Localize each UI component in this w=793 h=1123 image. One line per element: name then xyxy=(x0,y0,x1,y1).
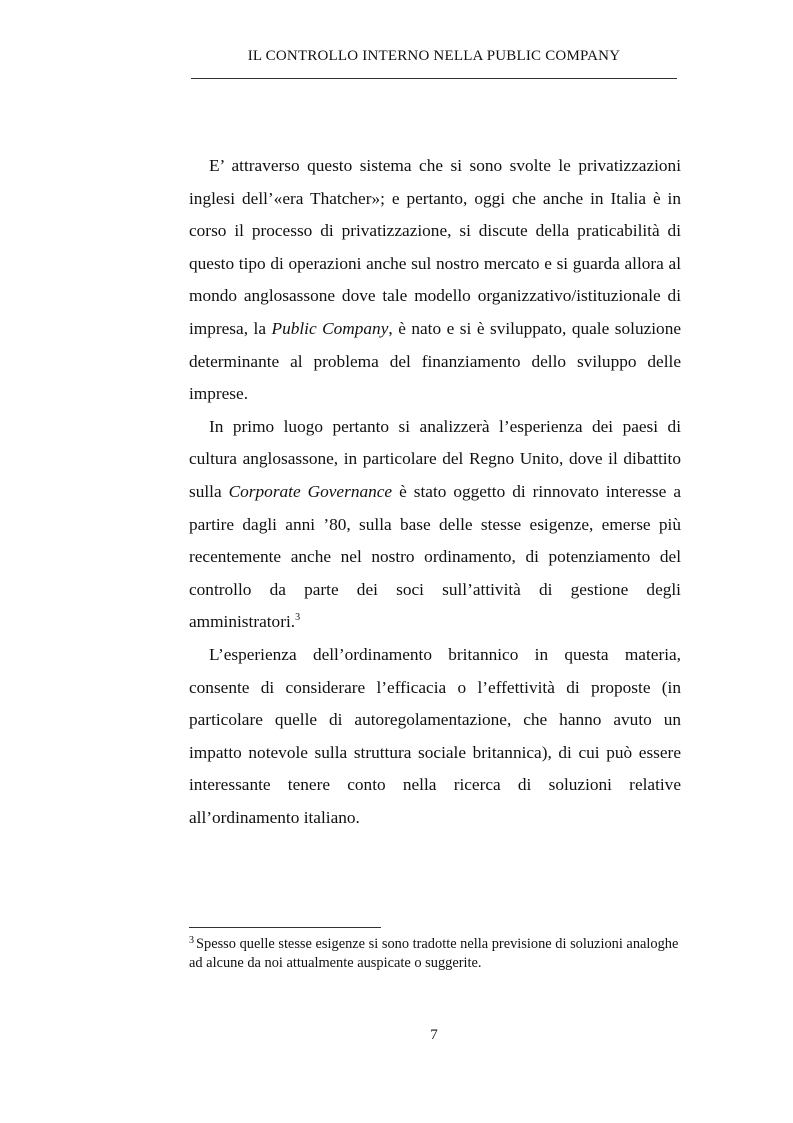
paragraph-3: L’esperienza dell’ordinamento britannico in questa materia, consente di considerare l’efficacia o l’effettività di proposte (in particolare quelle di autoregolamentazione, che hanno avuto un impatto notevole sulla struttura sociale britannica), di cui può essere interessante tenere conto nella ricerca di soluzioni relative all’ordinamento italiano. xyxy=(189,644,681,827)
footnote-rule xyxy=(189,927,381,928)
page-number: 7 xyxy=(430,1027,438,1043)
paragraph-2-text-a: In primo luogo pertanto si analizzerà l’esperienza dei paesi di cultura anglosassone, in particolare del Regno Unito, dove il dibattito sulla xyxy=(189,416,681,501)
paragraph-2 xyxy=(189,411,681,639)
footnote-mark: 3 xyxy=(189,935,194,946)
paragraph-2-text-b: è stato oggetto di rinnovato interesse a partire dagli anni ’80, sulla base delle stesse esigenze, emerse più recentemente anche nel nostro ordinamento, di potenziamento del controllo da parte dei soci sull’attività di gestione degli amministratori. xyxy=(189,481,681,632)
running-header: IL CONTROLLO INTERNO NELLA PUBLIC COMPANY xyxy=(247,48,621,64)
paragraph-2-italic-term: Corporate Governance xyxy=(228,481,393,501)
footnote-text: Spesso quelle stesse esigenze si sono tradotte nella previsione di soluzioni analoghe ad alcune da noi attualmente auspicate o suggerite. xyxy=(189,936,679,971)
footnote xyxy=(189,935,684,973)
paragraph-1-italic-term: Public Company xyxy=(271,318,389,338)
paragraph-1-text-a: E’ attraverso questo sistema che si sono svolte le privatizzazioni inglesi dell’«era Thatcher»; e pertanto, oggi che anche in Italia è in corso il processo di privatizzazione, si discute della praticabilità di questo tipo di operazioni anche sul nostro mercato e si guarda allora al mondo anglosassone dove tale modello organizzativo/istituzionale di impresa, la xyxy=(189,156,681,338)
paragraph-1 xyxy=(189,150,681,411)
body-text xyxy=(189,150,681,834)
paragraph-1-text-b: , è nato e si è sviluppato, quale soluzione determinante al problema del finanziamento dello sviluppo delle imprese. xyxy=(189,318,682,404)
header-rule xyxy=(191,78,677,79)
footnote-reference[interactable]: 3 xyxy=(295,612,301,624)
